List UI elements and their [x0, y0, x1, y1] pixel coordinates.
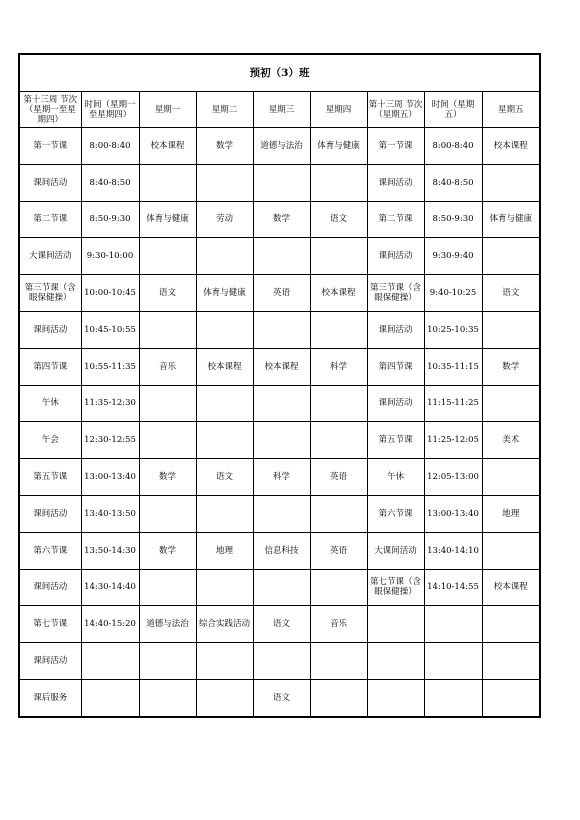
cell-monday: [139, 238, 196, 275]
cell-wednesday: [253, 311, 310, 348]
cell-period-mon-thu: 第二节课: [19, 201, 81, 238]
cell-tuesday: 校本课程: [196, 348, 253, 385]
table-row: [19, 569, 540, 606]
cell-wednesday: 道德与法治: [253, 128, 310, 165]
cell-friday: 语文: [482, 275, 540, 312]
table-row: [19, 679, 540, 716]
cell-thursday: [310, 679, 367, 716]
cell-wednesday: 语文: [253, 679, 310, 716]
cell-tuesday: [196, 238, 253, 275]
cell-friday: 校本课程: [482, 569, 540, 606]
cell-period-fri: 第一节课: [367, 128, 424, 165]
table-row: [19, 275, 540, 312]
cell-period-fri: [367, 679, 424, 716]
timetable-sheet: [18, 53, 539, 718]
cell-friday: [482, 532, 540, 569]
cell-time-mon-thu: 13:00-13:40: [81, 459, 139, 496]
cell-tuesday: [196, 495, 253, 532]
cell-period-mon-thu: 课间活动: [19, 495, 81, 532]
cell-tuesday: 体育与健康: [196, 275, 253, 312]
cell-tuesday: [196, 679, 253, 716]
timetable: [18, 53, 541, 718]
cell-friday: [482, 164, 540, 201]
cell-time-fri: 14:10-14:55: [424, 569, 482, 606]
cell-period-fri: 课间活动: [367, 238, 424, 275]
cell-friday: 地理: [482, 495, 540, 532]
table-row: [19, 459, 540, 496]
cell-wednesday: [253, 385, 310, 422]
table-row: [19, 201, 540, 238]
cell-friday: [482, 238, 540, 275]
cell-monday: [139, 164, 196, 201]
cell-time-fri: [424, 679, 482, 716]
cell-time-mon-thu: 10:45-10:55: [81, 311, 139, 348]
cell-thursday: 英语: [310, 532, 367, 569]
cell-period-mon-thu: 午会: [19, 422, 81, 459]
cell-time-fri: 8:00-8:40: [424, 128, 482, 165]
cell-tuesday: [196, 385, 253, 422]
cell-period-fri: [367, 606, 424, 643]
cell-period-mon-thu: 课间活动: [19, 569, 81, 606]
cell-time-mon-thu: 13:40-13:50: [81, 495, 139, 532]
cell-period-mon-thu: 第六节课: [19, 532, 81, 569]
table-row: [19, 422, 540, 459]
header-monday: 星期一: [139, 92, 196, 128]
cell-thursday: 语文: [310, 201, 367, 238]
cell-wednesday: [253, 238, 310, 275]
cell-period-mon-thu: 午休: [19, 385, 81, 422]
cell-thursday: 英语: [310, 459, 367, 496]
cell-tuesday: 综合实践活动: [196, 606, 253, 643]
cell-monday: 道德与法治: [139, 606, 196, 643]
cell-tuesday: 劳动: [196, 201, 253, 238]
header-time-mon-thu: 时间（星期一至星期四）: [81, 92, 139, 128]
cell-thursday: [310, 422, 367, 459]
cell-thursday: 体育与健康: [310, 128, 367, 165]
cell-period-mon-thu: 课后服务: [19, 679, 81, 716]
table-row: [19, 606, 540, 643]
cell-wednesday: 信息科技: [253, 532, 310, 569]
cell-time-fri: [424, 606, 482, 643]
cell-period-fri: [367, 643, 424, 680]
cell-time-fri: 13:00-13:40: [424, 495, 482, 532]
cell-friday: [482, 459, 540, 496]
cell-friday: [482, 311, 540, 348]
cell-period-fri: 第二节课: [367, 201, 424, 238]
header-time-fri: 时间（星期五）: [424, 92, 482, 128]
cell-wednesday: [253, 422, 310, 459]
cell-time-mon-thu: 10:00-10:45: [81, 275, 139, 312]
cell-friday: 美术: [482, 422, 540, 459]
cell-time-fri: 10:25-10:35: [424, 311, 482, 348]
header-period-mon-thu: 第十三周 节次（星期一至星期四）: [19, 92, 81, 128]
cell-period-mon-thu: 大课间活动: [19, 238, 81, 275]
header-period-fri: 第十三周 节次（星期五）: [367, 92, 424, 128]
cell-monday: 体育与健康: [139, 201, 196, 238]
cell-monday: [139, 569, 196, 606]
cell-tuesday: [196, 311, 253, 348]
table-row: [19, 385, 540, 422]
cell-period-mon-thu: 课间活动: [19, 311, 81, 348]
cell-period-fri: 大课间活动: [367, 532, 424, 569]
cell-period-mon-thu: 第四节课: [19, 348, 81, 385]
header-friday: 星期五: [482, 92, 540, 128]
cell-friday: [482, 679, 540, 716]
cell-monday: [139, 385, 196, 422]
cell-time-fri: 9:30-9:40: [424, 238, 482, 275]
cell-thursday: [310, 311, 367, 348]
cell-period-mon-thu: 课间活动: [19, 643, 81, 680]
cell-time-fri: 10:35-11:15: [424, 348, 482, 385]
title-row: [19, 54, 540, 92]
cell-time-fri: 11:15-11:25: [424, 385, 482, 422]
cell-period-fri: 第四节课: [367, 348, 424, 385]
header-tuesday: 星期二: [196, 92, 253, 128]
table-row: [19, 532, 540, 569]
cell-monday: [139, 495, 196, 532]
cell-tuesday: [196, 164, 253, 201]
cell-time-mon-thu: 12:30-12:55: [81, 422, 139, 459]
cell-time-fri: [424, 643, 482, 680]
cell-tuesday: 语文: [196, 459, 253, 496]
cell-period-mon-thu: 课间活动: [19, 164, 81, 201]
cell-thursday: [310, 495, 367, 532]
cell-time-fri: 11:25-12:05: [424, 422, 482, 459]
table-row: [19, 348, 540, 385]
cell-thursday: 科学: [310, 348, 367, 385]
cell-time-fri: 12:05-13:00: [424, 459, 482, 496]
cell-period-fri: 第五节课: [367, 422, 424, 459]
cell-wednesday: [253, 495, 310, 532]
cell-time-mon-thu: [81, 643, 139, 680]
cell-friday: [482, 606, 540, 643]
cell-thursday: [310, 569, 367, 606]
table-row: [19, 238, 540, 275]
cell-friday: 体育与健康: [482, 201, 540, 238]
cell-tuesday: 数学: [196, 128, 253, 165]
table-row: [19, 164, 540, 201]
cell-time-mon-thu: 13:50-14:30: [81, 532, 139, 569]
class-title: 预初（3）班: [19, 54, 540, 92]
cell-time-mon-thu: 9:30-10:00: [81, 238, 139, 275]
cell-time-mon-thu: 14:30-14:40: [81, 569, 139, 606]
cell-monday: 校本课程: [139, 128, 196, 165]
cell-time-fri: 13:40-14:10: [424, 532, 482, 569]
header-thursday: 星期四: [310, 92, 367, 128]
cell-friday: 数学: [482, 348, 540, 385]
cell-time-fri: 8:40-8:50: [424, 164, 482, 201]
cell-period-mon-thu: 第三节课（含眼保健操）: [19, 275, 81, 312]
cell-wednesday: 语文: [253, 606, 310, 643]
cell-tuesday: 地理: [196, 532, 253, 569]
cell-thursday: [310, 385, 367, 422]
cell-time-mon-thu: 10:55-11:35: [81, 348, 139, 385]
cell-period-fri: 课间活动: [367, 164, 424, 201]
cell-wednesday: [253, 643, 310, 680]
cell-period-fri: 午休: [367, 459, 424, 496]
cell-period-mon-thu: 第五节课: [19, 459, 81, 496]
cell-monday: 音乐: [139, 348, 196, 385]
header-wednesday: 星期三: [253, 92, 310, 128]
cell-wednesday: [253, 569, 310, 606]
cell-period-fri: 课间活动: [367, 385, 424, 422]
cell-wednesday: [253, 164, 310, 201]
cell-wednesday: 英语: [253, 275, 310, 312]
cell-tuesday: [196, 569, 253, 606]
cell-time-mon-thu: [81, 679, 139, 716]
cell-monday: [139, 422, 196, 459]
cell-tuesday: [196, 643, 253, 680]
cell-time-mon-thu: 11:35-12:30: [81, 385, 139, 422]
cell-friday: [482, 385, 540, 422]
cell-tuesday: [196, 422, 253, 459]
cell-time-fri: 9:40-10:25: [424, 275, 482, 312]
cell-period-mon-thu: 第七节课: [19, 606, 81, 643]
cell-wednesday: 数学: [253, 201, 310, 238]
cell-friday: [482, 643, 540, 680]
cell-thursday: [310, 643, 367, 680]
cell-period-fri: 课间活动: [367, 311, 424, 348]
cell-time-mon-thu: 8:00-8:40: [81, 128, 139, 165]
cell-wednesday: 科学: [253, 459, 310, 496]
cell-monday: 语文: [139, 275, 196, 312]
table-row: [19, 128, 540, 165]
cell-friday: 校本课程: [482, 128, 540, 165]
table-row: [19, 495, 540, 532]
cell-monday: [139, 679, 196, 716]
cell-wednesday: 校本课程: [253, 348, 310, 385]
cell-period-fri: 第七节课（含眼保健操）: [367, 569, 424, 606]
cell-monday: 数学: [139, 459, 196, 496]
table-row: [19, 311, 540, 348]
cell-monday: [139, 643, 196, 680]
cell-period-fri: 第三节课（含眼保健操）: [367, 275, 424, 312]
cell-time-mon-thu: 14:40-15:20: [81, 606, 139, 643]
cell-period-mon-thu: 第一节课: [19, 128, 81, 165]
cell-thursday: [310, 164, 367, 201]
cell-time-fri: 8:50-9:30: [424, 201, 482, 238]
cell-thursday: 校本课程: [310, 275, 367, 312]
cell-monday: [139, 311, 196, 348]
table-row: [19, 643, 540, 680]
cell-time-mon-thu: 8:40-8:50: [81, 164, 139, 201]
header-row: [19, 92, 540, 128]
cell-thursday: [310, 238, 367, 275]
cell-time-mon-thu: 8:50-9:30: [81, 201, 139, 238]
cell-thursday: 音乐: [310, 606, 367, 643]
cell-monday: 数学: [139, 532, 196, 569]
cell-period-fri: 第六节课: [367, 495, 424, 532]
